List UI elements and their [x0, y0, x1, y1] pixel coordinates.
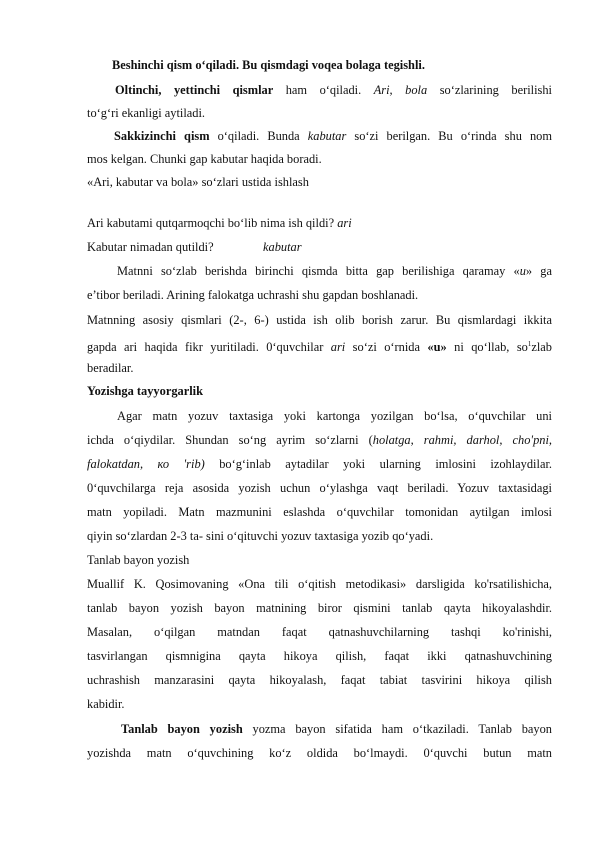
paragraph-line — [121, 722, 552, 737]
bold-term: Tanlab bayon yozish — [121, 722, 243, 736]
paragraph-line — [114, 129, 552, 144]
text-run: zlab — [531, 340, 552, 355]
paragraph-line: to‘g‘ri ekanligi aytiladi. — [87, 106, 206, 120]
paragraph-line: tanlab bayon yozish bayon matnining biror qismini tanlab qayta hikoyalashdir. — [87, 601, 552, 615]
paragraph-line: mos kelgan. Chunki gap kabutar haqida boradi. — [87, 152, 322, 166]
paragraph-line: Agar matn yozuv taxtasiga yoki kartonga yozilgan bo‘lsa, o‘quvchilar uni — [117, 409, 552, 423]
text-run: o‘qiladi. Bunda — [209, 129, 308, 143]
paragraph-line: yozishda matn o‘quvchining ko‘z oldida bo‘lmaydi. 0‘quvchi butun matn — [87, 746, 552, 760]
italic-term: u — [519, 264, 526, 278]
paragraph-line: matn yopiladi. Matn mazmunini eslashda o‘quvchilar tomonidan aytilgan imlosi — [87, 505, 552, 519]
italic-term: falokatdan, ко 'rib) — [87, 457, 205, 471]
italic-term: ari — [330, 340, 346, 355]
paragraph-line — [115, 83, 552, 98]
bold-term: «u» — [427, 340, 447, 355]
paragraph-line: Beshinchi qism o‘qiladi. Bu qismdagi voqea bolaga tegishli. — [112, 58, 425, 72]
text-run: so‘zi berilgan. Bu o‘rinda shu nom — [346, 129, 552, 143]
question-line — [87, 216, 552, 231]
question-text: Ari kabutami qutqarmoqchi bo‘lib nima ish qildi? — [87, 216, 338, 230]
text-run: so‘zi o‘rnida — [345, 340, 428, 355]
paragraph-line — [87, 337, 552, 355]
paragraph-line: Masalan, o‘qilgan matndan faqat qatnashuvchilarning tashqi ko'rinishi, — [87, 625, 552, 639]
paragraph-line — [87, 433, 552, 448]
text-run: bo‘g‘inlab aytadilar yoki ularning imlosini izohlaydilar. — [204, 457, 552, 471]
superscript: 1 — [527, 340, 532, 348]
bold-term: Sakkizinchi qism — [114, 129, 210, 143]
italic-term: holatga, rahmi, darhol, cho'pni, — [372, 433, 552, 447]
paragraph-line: beradilar. — [87, 361, 134, 375]
section-heading: Tanlab bayon yozish — [87, 553, 190, 567]
text-run: gapda ari haqida fikr yuritiladi. 0‘quvchilar — [87, 340, 331, 355]
question-line — [87, 240, 552, 255]
paragraph-line: e’tibor beriladi. Arining falokatga uchrashi shu gapdan boshlanadi. — [87, 288, 419, 302]
text-run: ni qo‘llab, so — [446, 340, 528, 355]
question-text: Kabutar nimadan qutildi? — [87, 240, 214, 254]
paragraph-line: 0‘quvchilarga reja asosida yozish uchun o‘ylashga vaqt beriladi. Yozuv taxtasidagi — [87, 481, 552, 495]
answer-text: kabutar — [263, 240, 302, 254]
text-run: ham o‘qiladi. — [273, 83, 374, 97]
paragraph-line — [87, 457, 552, 472]
text-run: ichda o‘qiydilar. Shundan so‘ng ayrim so‘zlarni ( — [87, 433, 373, 447]
text-run: Matnni so‘zlab berishda birinchi qismda bitta gap berilishiga qaramay « — [117, 264, 520, 278]
section-heading: Yozishga tayyorgarlik — [87, 384, 203, 398]
bold-term: Oltinchi, yettinchi qismlar — [115, 83, 274, 97]
paragraph-line: kabidir. — [87, 697, 125, 711]
answer-text: ari — [337, 216, 352, 230]
paragraph-line: uchrashish manzarasini qayta hikoyalash, faqat tabiat tasvirini hikoya qilish — [87, 673, 552, 687]
paragraph-line: «Ari, kabutar va bola» so‘zlari ustida ishlash — [87, 175, 309, 189]
paragraph-line: Muallif K. Qosimovaning «Ona tili o‘qitish metodikasi» darsligida ko'rsatilishicha, — [87, 577, 552, 591]
paragraph-line: Matnning asosiy qismlari (2-, 6-) ustida ish olib borish zarur. Bu qismlardagi ikkita — [87, 313, 552, 327]
italic-term: Ari, bola — [373, 83, 428, 97]
text-run: so‘zlarining berilishi — [427, 83, 552, 97]
text-run: yozma bayon sifatida ham o‘tkaziladi. Tanlab bayon — [242, 722, 552, 736]
text-run: » ga — [525, 264, 552, 278]
paragraph-line: qiyin so‘zlardan 2-3 ta- sini o‘qituvchi yozuv taxtasiga yozib qo‘yadi. — [87, 529, 434, 543]
italic-term: kabutar — [307, 129, 347, 143]
paragraph-line — [117, 264, 552, 279]
paragraph-line: tasvirlangan qismnigina qayta hikoya qilish, faqat ikki qatnashuvchining — [87, 649, 552, 663]
